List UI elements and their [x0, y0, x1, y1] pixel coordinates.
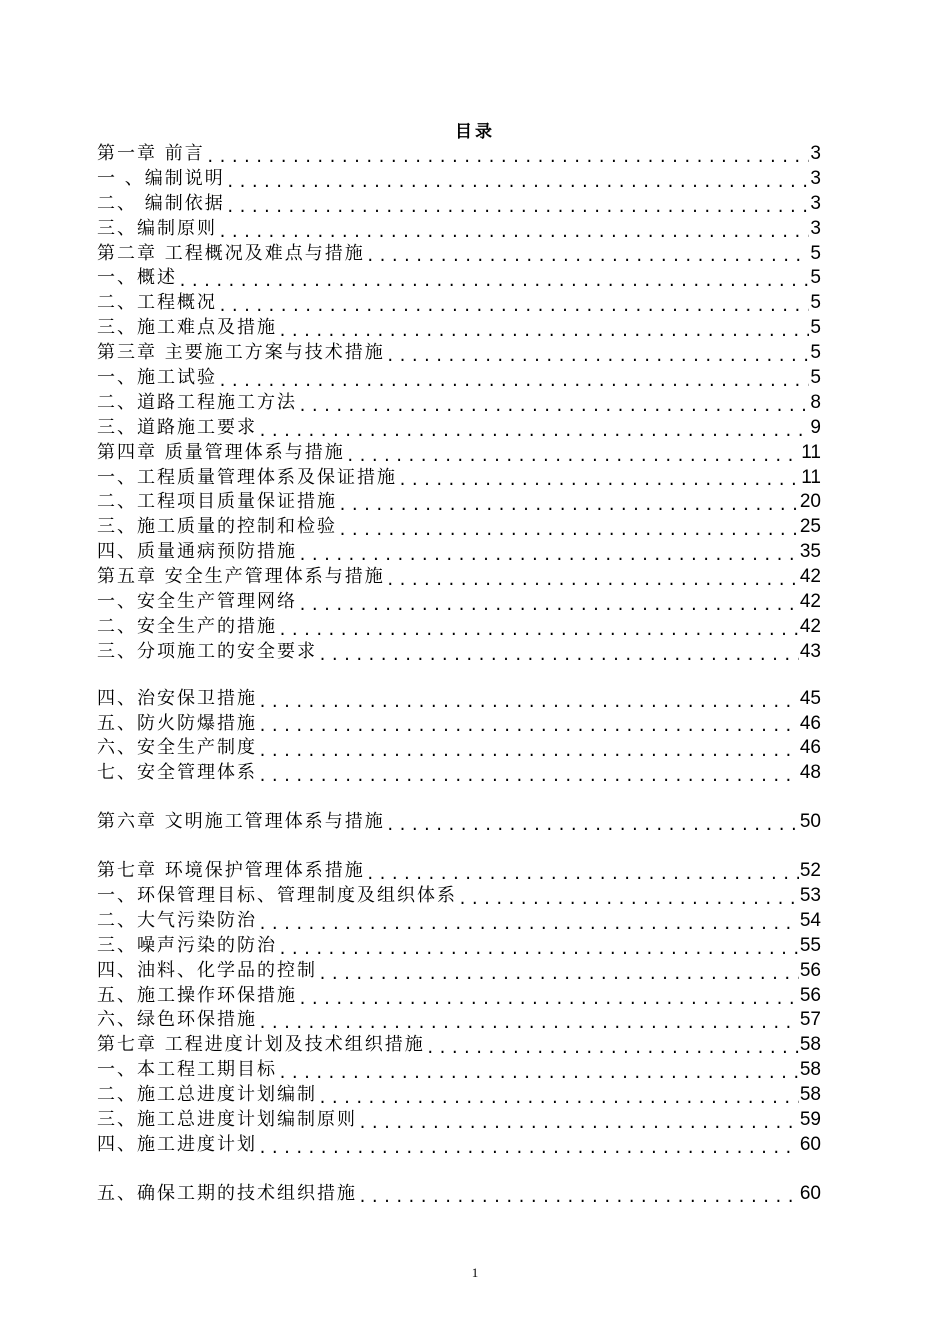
- dot-leader: [366, 242, 810, 267]
- toc-entry-page: 56: [799, 984, 821, 1006]
- toc-entry-page: 56: [799, 959, 821, 981]
- toc-entry-page: 57: [799, 1009, 821, 1031]
- page-number: 1: [471, 1265, 479, 1280]
- dot-leader: [218, 217, 809, 242]
- dot-leader: [218, 366, 809, 391]
- toc-entry-label: 四、质量通病预防措施: [97, 541, 297, 563]
- dot-leader: [346, 441, 801, 466]
- dot-leader: [258, 761, 799, 786]
- toc-entry[interactable]: [97, 736, 821, 761]
- dot-leader: [278, 934, 799, 959]
- dot-leader: [426, 1033, 799, 1058]
- toc-entry-page: 3: [810, 167, 821, 189]
- dot-leader: [398, 466, 800, 491]
- toc-entry-label: 二、大气污染防治: [97, 909, 257, 931]
- toc-entry-page: 46: [799, 737, 821, 759]
- spacer: [97, 1158, 821, 1182]
- toc-entry-label: 第三章 主要施工方案与技术措施: [97, 342, 385, 364]
- toc-entry[interactable]: [97, 640, 821, 665]
- toc-entry-label: 一 、编制说明: [97, 167, 225, 189]
- toc-entry-page: 58: [799, 1034, 821, 1056]
- toc-entry[interactable]: [97, 859, 821, 884]
- toc-entry-label: 第七章 工程进度计划及技术组织措施: [97, 1034, 425, 1056]
- dot-leader: [218, 291, 809, 316]
- toc-entry-page: 35: [799, 541, 821, 563]
- toc-entry[interactable]: [97, 1033, 821, 1058]
- spacer: [97, 835, 821, 859]
- dot-leader: [458, 884, 799, 909]
- dot-leader: [298, 391, 809, 416]
- toc-entry[interactable]: [97, 984, 821, 1009]
- toc-entry-page: 60: [799, 1133, 821, 1155]
- toc-entry[interactable]: [97, 316, 821, 341]
- toc-entry-label: 四、施工进度计划: [97, 1133, 257, 1155]
- toc-entry[interactable]: [97, 242, 821, 267]
- toc-entry[interactable]: [97, 712, 821, 737]
- dot-leader: [258, 1009, 799, 1034]
- dot-leader: [318, 959, 799, 984]
- toc-entry-page: 3: [810, 217, 821, 239]
- toc-entry-page: 3: [810, 142, 821, 164]
- dot-leader: [318, 640, 799, 665]
- spacer: [97, 786, 821, 810]
- toc-entry[interactable]: [97, 217, 821, 242]
- toc-entry-label: 二、道路工程施工方法: [97, 391, 297, 413]
- toc-entry-label: 四、治安保卫措施: [97, 687, 257, 709]
- toc-entry-page: 42: [799, 615, 821, 637]
- toc-entry-page: 60: [799, 1182, 821, 1204]
- toc-list: [97, 142, 821, 1207]
- toc-entry-label: 三、噪声污染的防治: [97, 934, 277, 956]
- toc-entry-page: 43: [799, 640, 821, 662]
- dot-leader: [178, 266, 809, 291]
- toc-entry[interactable]: [97, 615, 821, 640]
- toc-entry-page: 52: [799, 860, 821, 882]
- toc-entry[interactable]: [97, 1182, 821, 1207]
- toc-entry-page: 5: [810, 342, 821, 364]
- toc-entry-page: 8: [810, 391, 821, 413]
- toc-entry-label: 三、道路施工要求: [97, 416, 257, 438]
- dot-leader: [226, 192, 810, 217]
- toc-entry-label: 六、绿色环保措施: [97, 1009, 257, 1031]
- toc-entry-page: 53: [799, 885, 821, 907]
- toc-entry-label: 一、本工程工期目标: [97, 1059, 277, 1081]
- toc-entry-page: 42: [799, 591, 821, 613]
- toc-entry-label: 第六章 文明施工管理体系与措施: [97, 811, 385, 833]
- toc-entry[interactable]: [97, 466, 821, 491]
- toc-entry-label: 第五章 安全生产管理体系与措施: [97, 566, 385, 588]
- toc-entry-label: 二、工程概况: [97, 292, 217, 314]
- toc-entry-page: 5: [810, 367, 821, 388]
- dot-leader: [258, 687, 799, 712]
- toc-entry[interactable]: [97, 590, 821, 615]
- toc-entry-label: 三、分项施工的安全要求: [97, 640, 317, 662]
- toc-entry[interactable]: [97, 810, 821, 835]
- toc-entry[interactable]: [97, 565, 821, 590]
- toc-entry-label: 一、施工试验: [97, 367, 217, 388]
- toc-entry-page: 5: [810, 242, 821, 264]
- toc-entry-page: 54: [799, 909, 821, 931]
- dot-leader: [258, 416, 809, 441]
- toc-entry-page: 5: [810, 267, 821, 289]
- toc-entry-page: 48: [799, 762, 821, 784]
- dot-leader: [386, 341, 810, 366]
- toc-entry-label: 一、环保管理目标、管理制度及组织体系: [97, 885, 457, 907]
- toc-entry[interactable]: [97, 167, 821, 192]
- dot-leader: [318, 1083, 799, 1108]
- toc-entry-page: 5: [810, 292, 821, 314]
- spacer: [97, 665, 821, 687]
- toc-entry-label: 二、 编制依据: [97, 192, 225, 214]
- toc-entry-page: 3: [810, 192, 821, 214]
- toc-entry-label: 第七章 环境保护管理体系措施: [97, 860, 365, 882]
- toc-entry[interactable]: [97, 1058, 821, 1083]
- toc-entry[interactable]: [97, 1009, 821, 1034]
- toc-entry[interactable]: [97, 490, 821, 515]
- toc-entry-page: 20: [799, 491, 821, 513]
- toc-entry[interactable]: [97, 366, 821, 391]
- toc-entry-label: 三、编制原则: [97, 217, 217, 239]
- dot-leader: [358, 1108, 799, 1133]
- toc-entry-label: 一、概述: [97, 267, 177, 289]
- toc-entry-label: 第四章 质量管理体系与措施: [97, 441, 345, 463]
- toc-entry[interactable]: [97, 959, 821, 984]
- toc-entry-label: 六、安全生产制度: [97, 737, 257, 759]
- dot-leader: [298, 590, 799, 615]
- toc-entry-page: 11: [801, 441, 821, 463]
- dot-leader: [338, 490, 799, 515]
- toc-entry-label: 五、防火防爆措施: [97, 712, 257, 734]
- toc-entry[interactable]: [97, 934, 821, 959]
- toc-entry[interactable]: [97, 687, 821, 712]
- toc-entry-page: 9: [810, 416, 821, 438]
- toc-entry-label: 二、工程项目质量保证措施: [97, 491, 337, 513]
- dot-leader: [298, 540, 799, 565]
- toc-entry-page: 58: [799, 1059, 821, 1081]
- toc-entry-label: 三、施工质量的控制和检验: [97, 516, 337, 538]
- toc-entry-label: 五、施工操作环保措施: [97, 984, 297, 1006]
- toc-entry[interactable]: [97, 540, 821, 565]
- toc-entry-label: 五、确保工期的技术组织措施: [97, 1182, 357, 1204]
- toc-entry-label: 七、安全管理体系: [97, 762, 257, 784]
- dot-leader: [206, 142, 810, 167]
- toc-entry-label: 二、施工总进度计划编制: [97, 1084, 317, 1106]
- dot-leader: [298, 984, 799, 1009]
- toc-entry[interactable]: [97, 441, 821, 466]
- toc-entry-label: 第一章 前言: [97, 142, 205, 164]
- dot-leader: [226, 167, 810, 192]
- toc-entry-label: 二、安全生产的措施: [97, 615, 277, 637]
- toc-entry[interactable]: [97, 142, 821, 167]
- toc-entry-page: 25: [799, 516, 821, 538]
- toc-entry[interactable]: [97, 266, 821, 291]
- toc-entry-page: 55: [799, 934, 821, 956]
- dot-leader: [258, 712, 799, 737]
- dot-leader: [258, 736, 799, 761]
- dot-leader: [278, 1058, 799, 1083]
- toc-entry-page: 50: [799, 811, 821, 833]
- toc-entry-label: 第二章 工程概况及难点与措施: [97, 242, 365, 264]
- dot-leader: [338, 515, 799, 540]
- dot-leader: [258, 1133, 799, 1158]
- dot-leader: [258, 909, 799, 934]
- toc-entry[interactable]: [97, 291, 821, 316]
- dot-leader: [358, 1182, 799, 1207]
- toc-entry-page: 46: [799, 712, 821, 734]
- toc-entry[interactable]: [97, 416, 821, 441]
- toc-entry[interactable]: [97, 1133, 821, 1158]
- toc-entry-label: 四、油料、化学品的控制: [97, 959, 317, 981]
- toc-entry-label: 三、施工总进度计划编制原则: [97, 1109, 357, 1131]
- toc-title: 目录: [455, 122, 495, 142]
- dot-leader: [386, 565, 799, 590]
- toc-entry[interactable]: [97, 341, 821, 366]
- toc-entry[interactable]: [97, 1108, 821, 1133]
- toc-entry[interactable]: [97, 761, 821, 786]
- toc-entry-page: 58: [799, 1084, 821, 1106]
- toc-entry-page: 45: [799, 687, 821, 709]
- toc-entry-label: 一、工程质量管理体系及保证措施: [97, 466, 397, 488]
- toc-entry[interactable]: [97, 884, 821, 909]
- dot-leader: [386, 810, 799, 835]
- toc-entry[interactable]: [97, 192, 821, 217]
- toc-entry-label: 三、施工难点及措施: [97, 317, 277, 339]
- toc-entry-page: 5: [810, 317, 821, 339]
- toc-entry[interactable]: [97, 1083, 821, 1108]
- toc-entry-page: 59: [799, 1109, 821, 1131]
- toc-entry[interactable]: [97, 391, 821, 416]
- dot-leader: [278, 316, 809, 341]
- dot-leader: [366, 859, 799, 884]
- toc-entry-page: 42: [799, 566, 821, 588]
- toc-entry[interactable]: [97, 909, 821, 934]
- dot-leader: [278, 615, 799, 640]
- toc-entry-page: 11: [801, 466, 821, 488]
- toc-entry-label: 一、安全生产管理网络: [97, 591, 297, 613]
- toc-entry[interactable]: [97, 515, 821, 540]
